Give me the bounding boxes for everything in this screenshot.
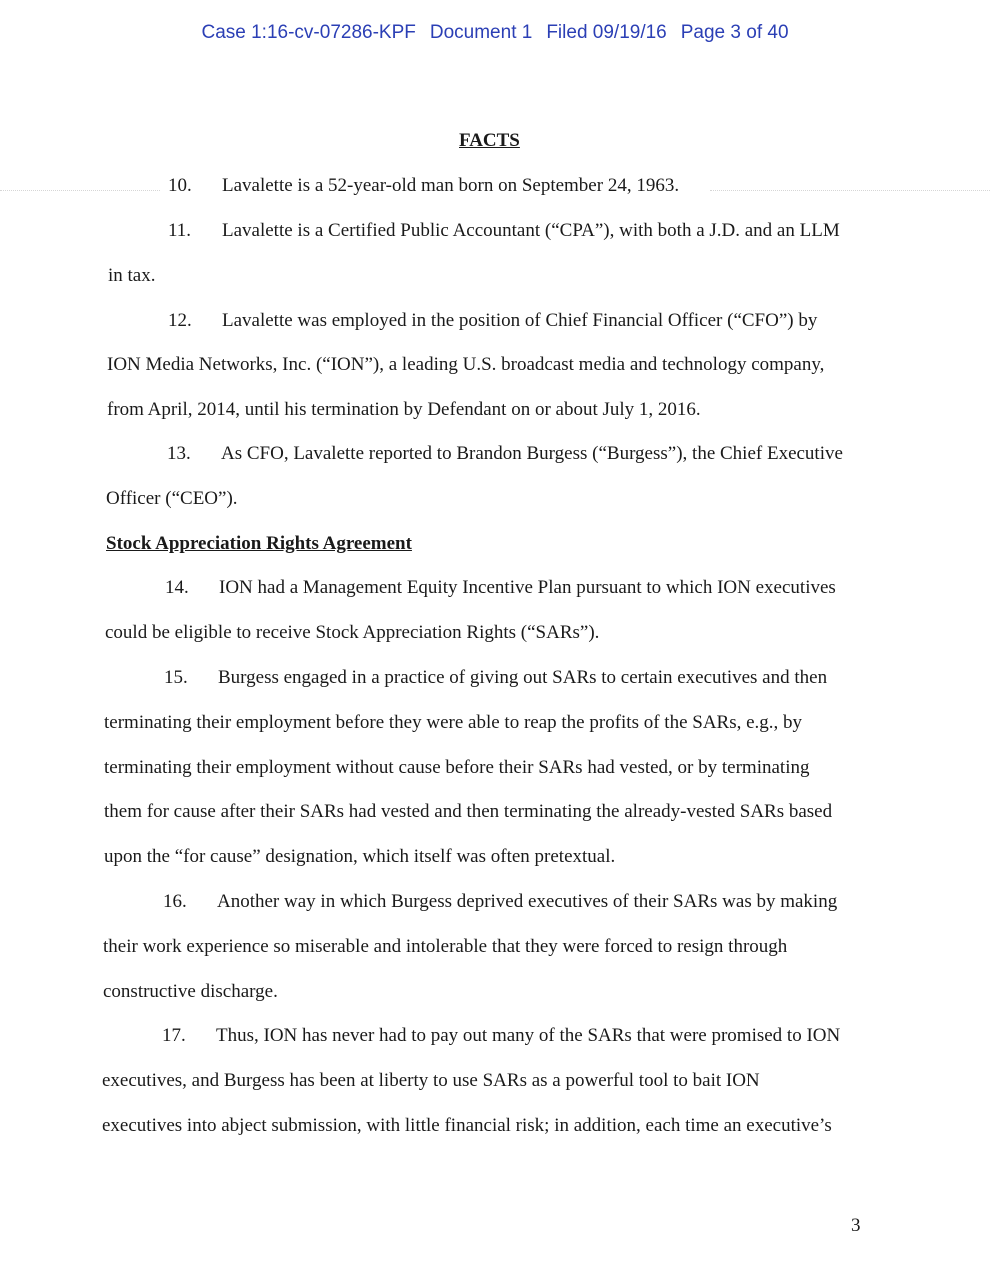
paragraph-15-line-3: terminating their employment without cause before their SARs had vested, or by terminating xyxy=(104,757,810,778)
paragraph-12-line-3: from April, 2014, until his termination by Defendant on or about July 1, 2016. xyxy=(107,399,701,420)
page-indicator: Page 3 of 40 xyxy=(680,22,789,43)
paragraph-16-line-3: constructive discharge. xyxy=(103,981,278,1002)
paragraph-number: 10. xyxy=(168,175,192,196)
paragraph-17-line-1: 17. Thus, ION has never had to pay out many of the SARs that were promised to ION xyxy=(162,1025,841,1046)
paragraph-14-line-1: 14. ION had a Management Equity Incentive Plan pursuant to which ION executives xyxy=(165,577,836,598)
paragraph-12-line-1: 12. Lavalette was employed in the position of Chief Financial Officer (“CFO”) by xyxy=(168,310,818,331)
paragraph-16-line-2: their work experience so miserable and intolerable that they were forced to resign through xyxy=(103,936,788,957)
paragraph-16-line-1: 16. Another way in which Burgess deprived executives of their SARs was by making xyxy=(163,891,838,912)
paragraph-14-line-2: could be eligible to receive Stock Appreciation Rights (“SARs”). xyxy=(105,622,600,643)
paragraph-15-line-5: upon the “for cause” designation, which itself was often pretextual. xyxy=(104,846,616,867)
document-number: Document 1 xyxy=(429,22,533,43)
paragraph-17-line-2: executives, and Burgess has been at liberty to use SARs as a powerful tool to bait ION xyxy=(102,1070,760,1091)
scan-artifact xyxy=(710,190,990,192)
paragraph-number: 11. xyxy=(168,220,192,241)
subheading: Stock Appreciation Rights Agreement xyxy=(106,533,412,554)
case-number: Case 1:16-cv-07286-KPF xyxy=(201,22,416,43)
paragraph-15-line-1: 15. Burgess engaged in a practice of giving out SARs to certain executives and then xyxy=(164,667,828,688)
paragraph-number: 12. xyxy=(168,310,192,331)
paragraph-13-line-1: 13. As CFO, Lavalette reported to Brandon Burgess (“Burgess”), the Chief Executive xyxy=(167,443,843,464)
paragraph-11-line-1: 11. Lavalette is a Certified Public Accountant (“CPA”), with both a J.D. and an LLM xyxy=(168,220,840,241)
paragraph-number: 14. xyxy=(165,577,189,598)
paragraph-10-line-1: 10. Lavalette is a 52-year-old man born on September 24, 1963. xyxy=(168,175,680,196)
paragraph-17-line-3: executives into abject submission, with little financial risk; in addition, each time an executive’s xyxy=(102,1115,832,1136)
court-filing-header xyxy=(0,22,990,44)
paragraph-15-line-4: them for cause after their SARs had vested and then terminating the already-vested SARs based xyxy=(104,801,833,822)
paragraph-number: 16. xyxy=(163,891,187,912)
scan-artifact xyxy=(0,190,160,192)
paragraph-number: 17. xyxy=(162,1025,186,1046)
filed-date: Filed 09/19/16 xyxy=(546,22,667,43)
section-title: FACTS xyxy=(459,130,520,151)
paragraph-number: 13. xyxy=(167,443,191,464)
paragraph-11-line-2: in tax. xyxy=(108,265,156,286)
paragraph-number: 15. xyxy=(164,667,188,688)
page-number: 3 xyxy=(851,1215,861,1236)
paragraph-13-line-2: Officer (“CEO”). xyxy=(106,488,238,509)
paragraph-15-line-2: terminating their employment before they were able to reap the profits of the SARs, e.g., by xyxy=(104,712,803,733)
paragraph-12-line-2: ION Media Networks, Inc. (“ION”), a leading U.S. broadcast media and technology company, xyxy=(107,354,825,375)
